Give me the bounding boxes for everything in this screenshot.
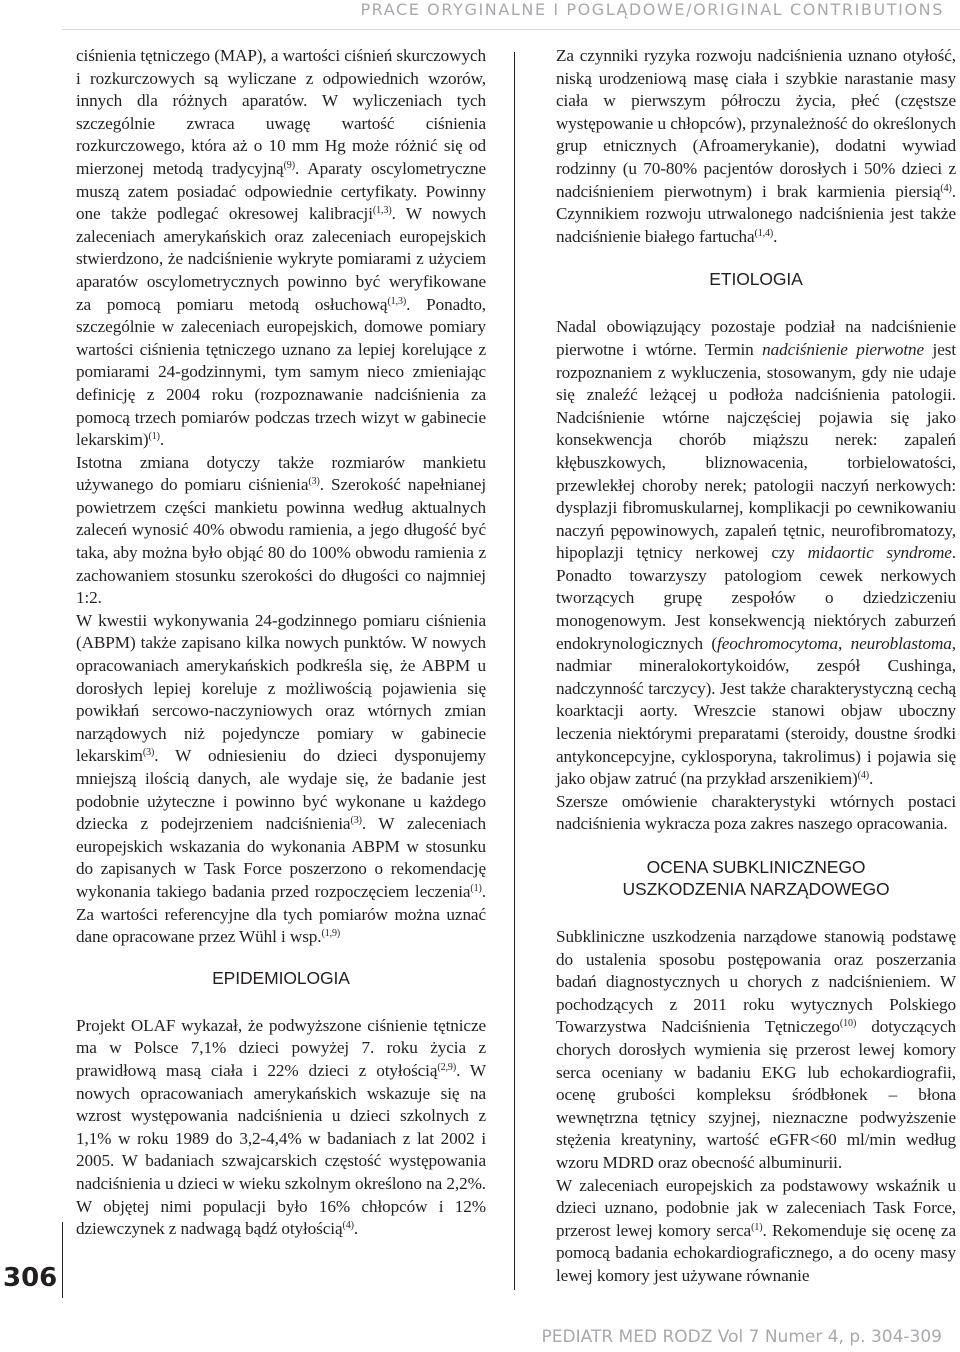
left-column — [76, 45, 486, 1241]
column-divider — [514, 52, 515, 1290]
right-column — [556, 45, 956, 1288]
citation: (1,4) — [754, 227, 774, 239]
citation: (10) — [839, 1018, 857, 1030]
page-number: 306 — [3, 1263, 58, 1293]
citation: (4) — [342, 1220, 354, 1232]
citation: (2,9) — [437, 1061, 457, 1073]
citation: (1,9) — [321, 928, 341, 940]
paragraph-cuff-size: Istotna zmiana dotyczy także rozmiarów mankietu używanego do pomiaru ciśnienia$^{(3)}$. Szerokość napełnianej powietrzem części mankietu powinna według aktualnych zaleceń wynosić 40% obwodu ramienia, a jego długość być taka, aby można było objąć 80 do 100% obwodu ramienia z zachowaniem stosunku szerokości do długości co najmniej 1:2. — [76, 452, 486, 608]
page-number-rule — [62, 1222, 63, 1298]
footer-citation: PEDIATR MED RODZ Vol 7 Numer 4, p. 304-309 — [541, 1327, 942, 1347]
paragraph-european-guidelines: W zaleceniach europejskich za podstawowy wskaźnik u dzieci uznano, podobnie jak w zaleceniach Task Force, przerost lewej komory serca$^{(1)}$. Rekomenduje się ocenę za pomocą badania echokardiograficznego, a do oceny masy lewej komory jest używane równanie — [556, 1175, 956, 1285]
citation: (1,3) — [372, 205, 392, 217]
paragraph-secondary-forms: Szersze omówienie charakterystyki wtórnych postaci nadciśnienia wykracza poza zakres naszego opracowania. — [556, 791, 956, 834]
section-heading-ocena: OCENA SUBKLINICZNEGO USZKODZENIA NARZĄDOWEGO — [622, 857, 890, 899]
citation: (9) — [283, 159, 295, 171]
citation: (1) — [148, 431, 160, 443]
paragraph-etiology: Nadal obowiązujący pozostaje podział na nadciśnienie pierwotne i wtórne. Termin nadciśnienie pierwotne jest rozpoznaniem z wykluczenia, stosowanym, gdy nie udaje się znaleźć leżącej u podłoża nadciśnienia patologii. Nadciśnienie wtórne najczęściej pojawia się jako konsekwencja chorób miąższu nerek: zapaleń kłębuszkowych, bliznowacenia, torbielowatości, przewlekłej choroby nerek; patologii naczyń nerkowych: dysplazji fibromuskularnej, komplikacji po cewnikowaniu naczyń pępowinowych, zapaleń tętnic, neurofibromatozy, hipoplazji tętnicy nerkowej czy midaortic syndrome. Ponadto towarzyszy patologiom cewek nerkowych tworzących grupę zespołów o dziedziczeniu monogenowym. Jest konsekwencją niektórych zaburzeń endokrynologicznych (feochromocytoma, neuroblastoma, nadmiar mineralokortykoidów, zespół Cushinga, nadczynność tarczycy). Jest także charakterystyczną cechą koarktacji aorty. Wreszcie stanowi objaw uboczny leczenia niektórymi preparatami (steroidy, doustne środki antykoncepcyjne, cyklosporyna, takrolimus) i pojawia się jako objaw zatruć (na przykład arszenikiem)$^{(4)}$. — [556, 317, 956, 789]
journal-section-header: PRACE ORYGINALNE I POGLĄDOWE/ORIGINAL CONTRIBUTIONS — [360, 0, 944, 19]
citation: (1) — [751, 1221, 763, 1233]
paragraph-organ-damage: Subkliniczne uszkodzenia narządowe stanowią podstawę do ustalenia sposobu postępowania oraz poszerzania badań diagnostycznych u chorych z nadciśnieniem. W pochodzących z 2011 roku wytycznych Polskiego Towarzystwa Nadciśnienia Tętniczego$^{(10)}$ dotyczących chorych dorosłych wymienia się przerost lewej komory serca oceniany w badaniu EKG lub echokardiografii, ocenę grubości kompleksu śródbłonek – błona wewnętrzna tętnicy szyjnej, nieznaczne podwyższenie stężenia kreatyniny, wartość eGFR<60 ml/min według wzoru MDRD oraz obecność albuminurii. — [556, 927, 957, 1172]
section-heading-epidemiologia: EPIDEMIOLOGIA — [212, 967, 350, 988]
section-heading-etiologia: ETIOLOGIA — [709, 269, 803, 290]
paragraph-risk-factors: Za czynniki ryzyka rozwoju nadciśnienia uznano otyłość, niską urodzeniową masę ciała i szybkie narastanie masy ciała w pierwszym półroczu życia, płeć (częstsze występowanie u chłopców), przynależność do określonych grup etnicznych (Afroamerykanie), dodatni wywiad rodzinny (u 70-80% pacjentów dorosłych i 50% dzieci z nadciśnieniem pierwotnym) i brak karmienia piersią$^{(4)}$. Czynnikiem rozwoju utrwalonego nadciśnienia jest także nadciśnienie białego fartucha$^{(1,4)}$. — [556, 46, 956, 246]
header-rule — [62, 29, 960, 30]
citation: (4) — [940, 182, 952, 194]
citation: (3) — [350, 815, 362, 827]
citation: (4) — [857, 770, 869, 782]
citation: (1) — [470, 882, 482, 894]
paragraph-measurement-methods: ciśnienia tętniczego (MAP), a wartości ciśnień skurczowych i rozkurczowych są wyliczane z odpowiednich wzorów, innych dla różnych aparatów. W wyliczeniach tych szczególnie zwraca uwagę wartość ciśnienia rozkurczowego, która aż o 10 mm Hg może różnić się od mierzonej metodą tradycyjną$^{(9)}$. Aparaty oscylometryczne muszą zatem posiadać odpowiednie certyfikaty. Powinny one także podlegać okresowej kalibracji$^{(1,3)}$. W nowych zaleceniach amerykańskich oraz zaleceniach europejskich stwierdzono, że nadciśnienie wykryte pomiarami z użyciem aparatów oscylometrycznych powinno być weryfikowane za pomocą pomiaru metodą osłuchową$^{(1,3)}$. Ponadto, szczególnie w zaleceniach europejskich, domowe pomiary wartości ciśnienia tętniczego uznano za lepiej korelujące z pomiarami 24-godzinnymi, tym samym nieco zmieniając definicję z 2004 roku (rozpoznawanie nadciśnienia za pomocą trzech pomiarów podczas trzech wizyt w gabinecie lekarskim)$^{(1)}$. — [76, 46, 487, 450]
citation: (3) — [308, 476, 320, 488]
citation: (3) — [142, 747, 155, 759]
citation: (1,3) — [387, 295, 407, 307]
paragraph-abpm: W kwestii wykonywania 24-godzinnego pomiaru ciśnienia (ABPM) także zapisano kilka nowych punktów. W nowych opracowaniach amerykańskich podkreśla się, że ABPM u dorosłych lepiej koreluje z możliwością pojawienia się powikłań sercowo-naczyniowych oraz wtórnych zmian narządowych niż pojedyncze pomiary w gabinecie lekarskim$^{(3)}$. W odniesieniu do dzieci dysponujemy mniejszą ilością danych, ale wydaje się, że badanie jest podobnie użyteczne i powinno być wykonane u każdego dziecka z podejrzeniem nadciśnienia$^{(3)}$. W zaleceniach europejskich wskazania do wykonania ABPM w stosunku do zapisanych w Task Force poszerzono o rekomendację wykonania takiego badania przed rozpoczęciem leczenia$^{(1)}$. Za wartości referencyjne dla tych pomiarów można uznać dane opracowane przez Wühl i wsp.$^{(1,9)}$ — [76, 610, 486, 947]
paragraph-epidemiology: Projekt OLAF wykazał, że podwyższone ciśnienie tętnicze ma w Polsce 7,1% dzieci powyżej 7. roku życia z prawidłową masą ciała i 22% dzieci z otyłością$^{(2,9)}$. W nowych opracowaniach amerykańskich wskazuje się na wzrost występowania nadciśnienia u dzieci szkolnych z 1,1% w roku 1989 do 3,2-4,4% w badaniach z lat 2002 i 2005. W badaniach szwajcarskich częstość występowania nadciśnienia u dzieci w wieku szkolnym określono na 2,2%. W objętej nimi populacji było 16% chłopców i 12% dziewczynek z nadwagą bądź otyłością$^{(4)}$. — [76, 1015, 486, 1239]
